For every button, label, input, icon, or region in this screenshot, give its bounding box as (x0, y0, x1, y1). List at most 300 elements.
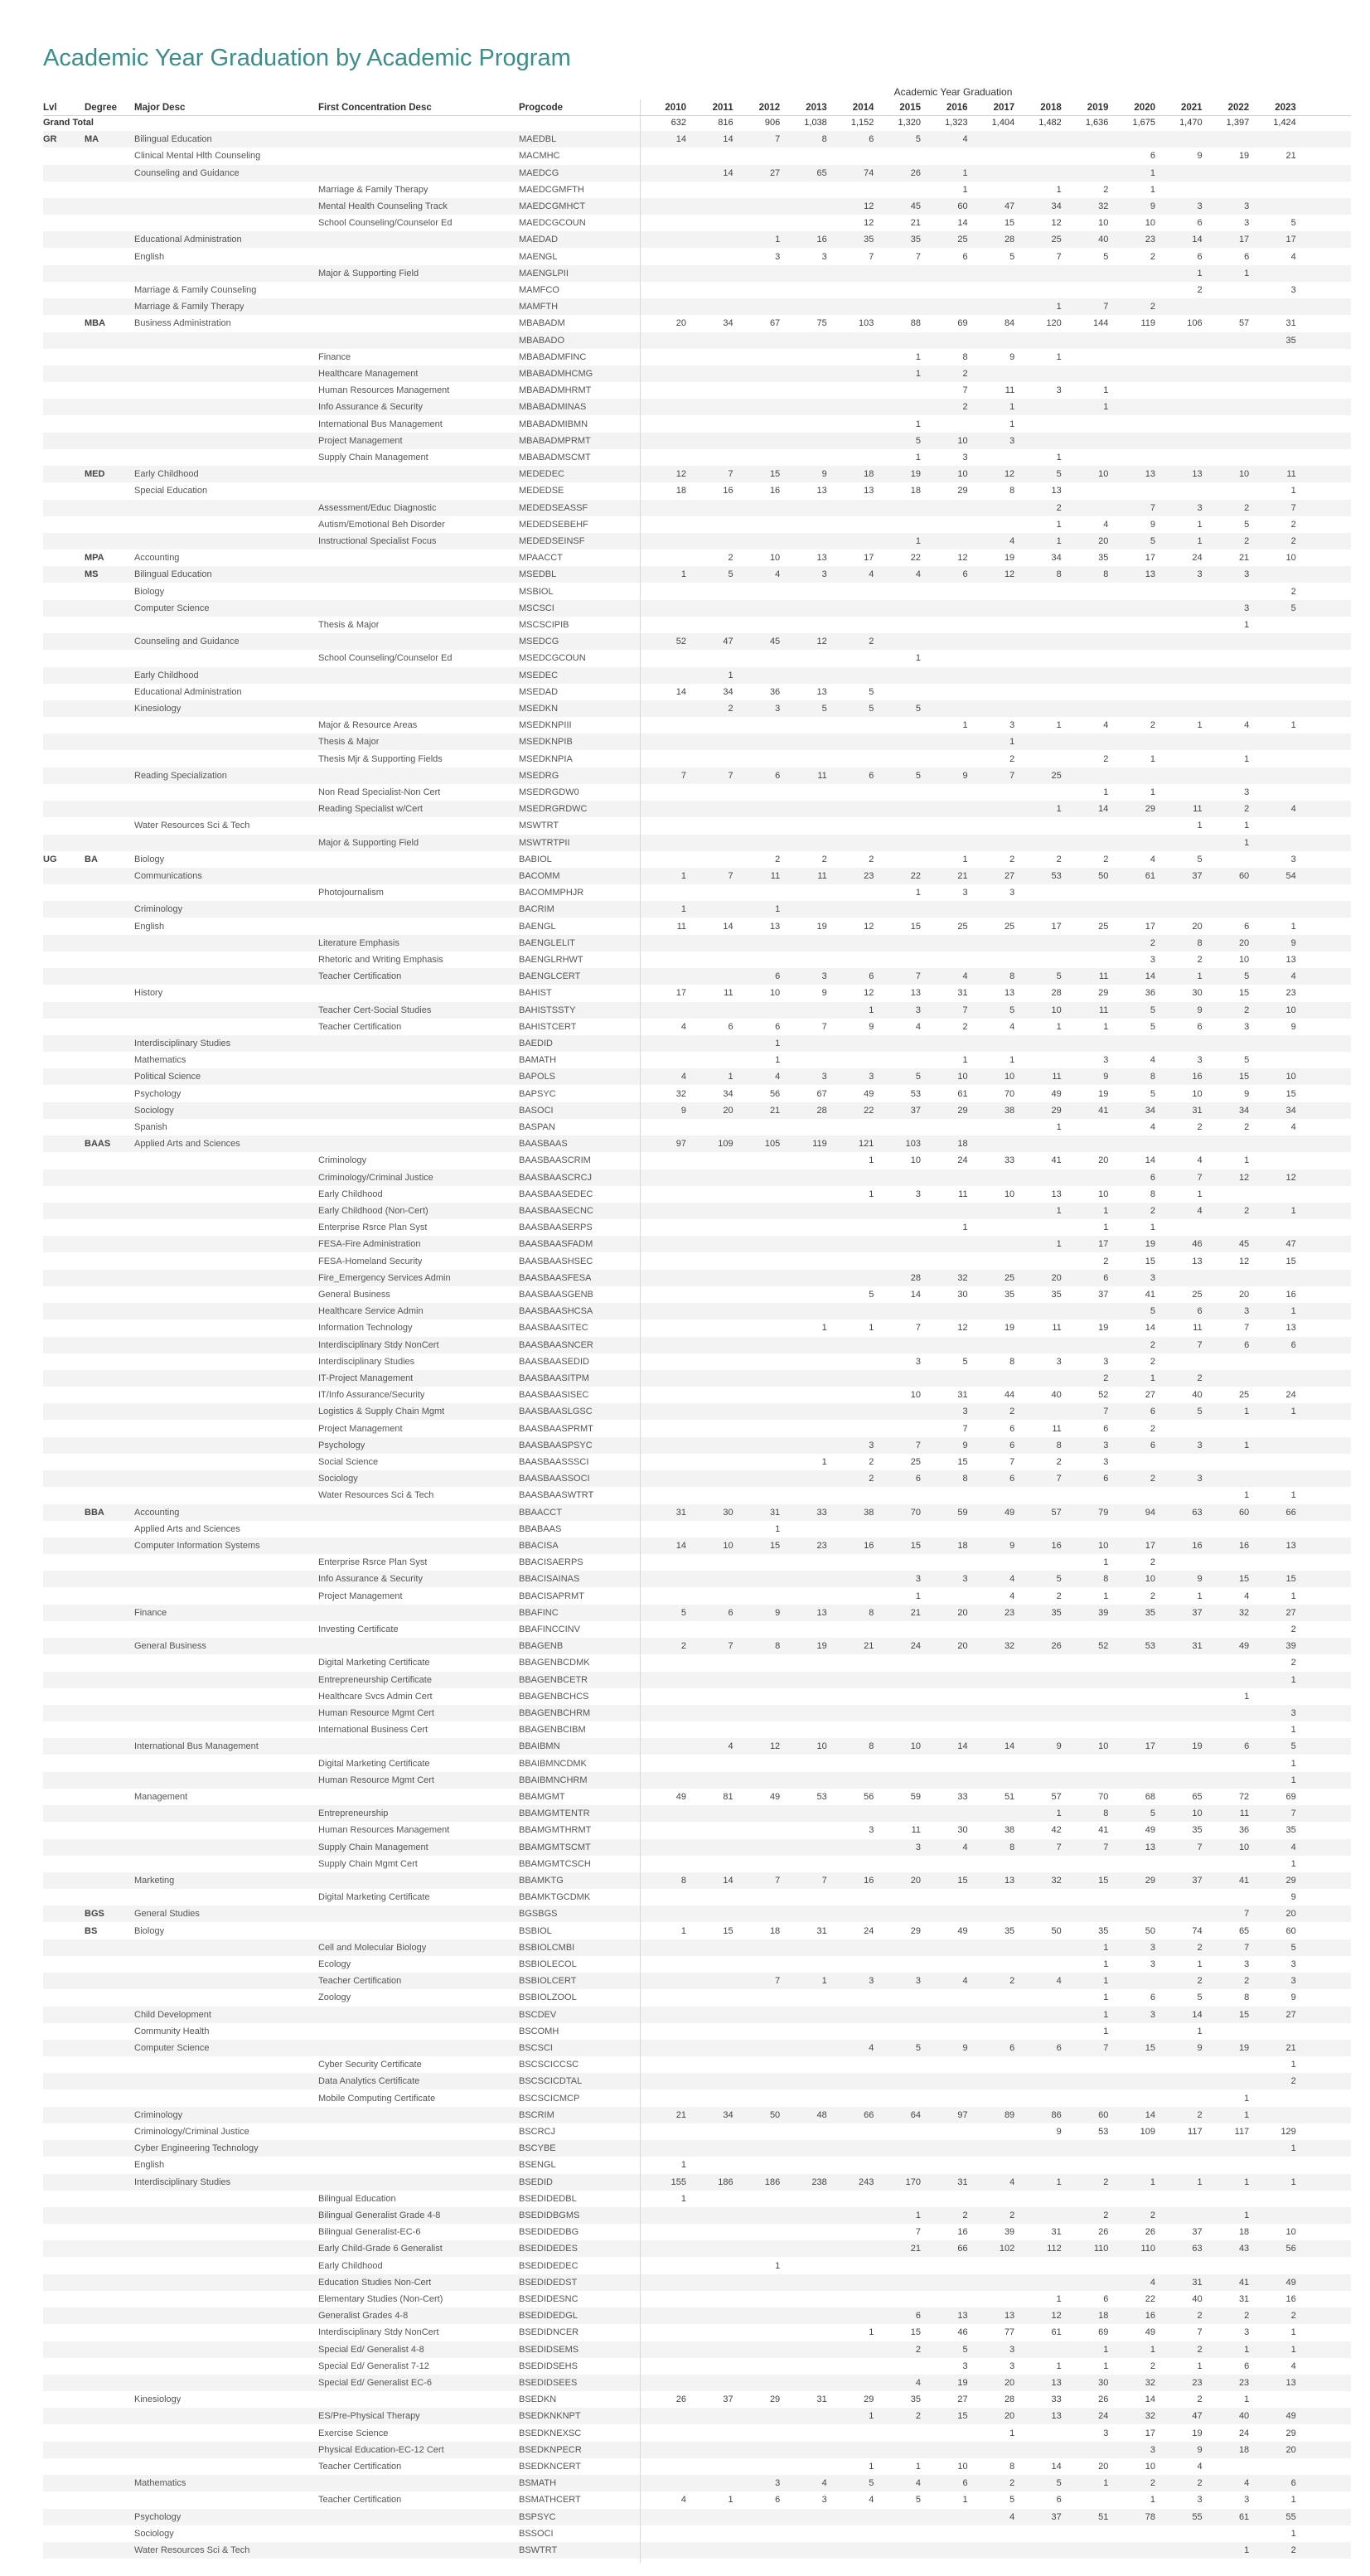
value-2020: 1 (1150, 1373, 1155, 1383)
cell-conc: Human Resource Mgmt Cert (318, 1708, 434, 1718)
cell-conc: Supply Chain Management (318, 1842, 428, 1852)
value-2023: 66 (1285, 1507, 1296, 1518)
value-2021: 47 (1192, 2411, 1203, 2422)
value-2010: 52 (675, 637, 686, 647)
value-2021: 19 (1192, 2428, 1203, 2438)
value-2022: 6 (1244, 921, 1250, 932)
value-2016: 1 (962, 2495, 968, 2506)
column-separator (640, 99, 641, 2564)
value-2017: 35 (1004, 1290, 1015, 1300)
cell-prog: BSEDIDEDEC (519, 2260, 578, 2271)
value-2011: 1 (728, 1072, 733, 1082)
value-2019: 3 (1103, 2428, 1109, 2438)
cell-major: Water Resources Sci & Tech (134, 2545, 250, 2555)
value-2018: 2 (1056, 502, 1062, 513)
value-2022: 18 (1238, 2444, 1250, 2455)
value-2018: 10 (1051, 1005, 1062, 1015)
cell-conc: Info Assurance & Security (318, 402, 423, 413)
cell-deg: MED (85, 469, 105, 480)
value-2016: 61 (957, 1088, 968, 1099)
value-2016: 49 (957, 1925, 968, 1936)
value-2018: 2 (1056, 854, 1062, 864)
value-2023: 39 (1285, 1641, 1296, 1652)
value-2016: 6 (962, 251, 968, 262)
value-2012: 15 (769, 469, 781, 480)
value-2020: 6 (1150, 1440, 1155, 1450)
value-2022: 20 (1238, 937, 1250, 948)
value-2013: 9 (821, 469, 827, 480)
value-2012: 21 (769, 1105, 781, 1116)
value-2017: 5 (1009, 2495, 1015, 2506)
cell-prog: BBAIBMNCDMK (519, 1758, 587, 1769)
value-2019: 1 (1103, 787, 1109, 797)
value-2020: 2 (1150, 302, 1155, 312)
value-2020: 10 (1145, 2462, 1155, 2472)
value-2019: 51 (1098, 2511, 1109, 2522)
cell-prog: MSWTRTPII (519, 837, 570, 848)
cell-major: Interdisciplinary Studies (134, 2177, 231, 2187)
year-header-2010: 2010 (665, 103, 686, 113)
value-2021: 1 (1197, 1959, 1203, 1969)
row-band (43, 433, 1351, 449)
value-2022: 1 (1244, 2177, 1250, 2187)
cell-major: General Business (134, 1641, 206, 1652)
value-2019: 19 (1098, 1323, 1109, 1334)
value-2021: 3 (1197, 201, 1203, 211)
value-2013: 3 (821, 2495, 827, 2506)
value-2017: 2 (1009, 1976, 1015, 1987)
year-header-2018: 2018 (1040, 103, 1062, 113)
value-2017: 3 (1009, 888, 1015, 898)
value-2019: 52 (1098, 1641, 1109, 1652)
value-2021: 2 (1197, 2109, 1203, 2120)
value-2019: 2 (1103, 854, 1109, 864)
value-2022: 1 (1244, 1440, 1250, 1450)
value-2010: 12 (675, 469, 686, 480)
cell-major: Sociology (134, 2528, 174, 2539)
cell-prog: BSEDKNKNPT (519, 2411, 581, 2422)
cell-major: Counseling and Guidance (134, 637, 240, 647)
value-2022: 3 (1244, 1021, 1250, 1032)
value-2022: 23 (1238, 2378, 1250, 2388)
value-2021: 1 (1197, 536, 1203, 546)
value-2016: 4 (962, 1842, 968, 1852)
cell-conc: Digital Marketing Certificate (318, 1758, 430, 1769)
cell-prog: BAASBAASGENB (519, 1290, 593, 1300)
value-2011: 14 (723, 134, 733, 145)
value-2020: 8 (1150, 1072, 1155, 1082)
value-2019: 41 (1098, 1825, 1109, 1836)
cell-major: Interdisciplinary Studies (134, 1039, 231, 1048)
value-2017: 6 (1009, 1423, 1015, 1434)
value-2011: 7 (728, 871, 733, 881)
value-2020: 61 (1145, 871, 1155, 881)
value-2010: 1 (680, 871, 686, 881)
value-2016: 10 (957, 469, 968, 480)
value-2015: 5 (915, 2043, 921, 2053)
value-2021: 37 (1192, 1876, 1203, 1886)
value-2022: 10 (1238, 955, 1250, 965)
value-2013: 48 (816, 2109, 827, 2120)
value-2018: 1 (1056, 1239, 1062, 1250)
value-2019: 26 (1098, 2394, 1109, 2405)
value-2021: 3 (1197, 502, 1203, 513)
value-2022: 8 (1244, 1993, 1250, 2003)
value-2023: 6 (1290, 1339, 1296, 1350)
cell-conc: Human Resource Mgmt Cert (318, 1775, 434, 1785)
value-2013: 3 (821, 1072, 827, 1082)
value-2014: 1 (869, 1005, 874, 1015)
value-2010: 14 (675, 1541, 686, 1551)
value-2011: 1 (728, 2495, 733, 2506)
value-2017: 28 (1004, 2394, 1015, 2405)
cell-prog: BAASBAASNCER (519, 1339, 593, 1350)
value-2020: 9 (1150, 519, 1155, 530)
row-band (43, 901, 1351, 918)
column-header-lvl: Lvl (43, 103, 57, 113)
value-2021: 4 (1197, 1206, 1203, 1216)
value-2023: 1 (1290, 2060, 1296, 2070)
value-2017: 8 (1009, 1356, 1015, 1367)
cell-prog: BAENGLRHWT (519, 955, 583, 965)
value-2016: 20 (957, 1607, 968, 1618)
value-2015: 7 (915, 1440, 921, 1450)
value-2014: 12 (864, 921, 874, 932)
value-2018: 8 (1056, 569, 1062, 580)
cell-conc: Photojournalism (318, 888, 384, 898)
value-2019: 6 (1103, 1272, 1109, 1283)
value-2020: 6 (1150, 1993, 1155, 2003)
value-2017: 19 (1004, 1323, 1015, 1334)
value-2013: 2 (821, 854, 827, 864)
value-2016: 4 (962, 1976, 968, 1987)
value-2022: 7 (1244, 1942, 1250, 1953)
value-2014: 49 (864, 1088, 874, 1099)
cell-major: Marriage & Family Therapy (134, 302, 244, 312)
cell-conc: Project Management (318, 435, 403, 446)
value-2015: 1 (915, 653, 921, 664)
cell-prog: BBACISAINAS (519, 1574, 580, 1585)
cell-major: Marketing (134, 1876, 175, 1886)
value-2022: 34 (1238, 1105, 1250, 1116)
value-2019: 144 (1093, 318, 1109, 329)
value-2013: 19 (816, 1641, 827, 1652)
value-2016: 1 (962, 720, 968, 731)
value-2020: 14 (1145, 2394, 1155, 2405)
cell-prog: BBABAAS (519, 1523, 562, 1534)
value-2015: 7 (915, 2227, 921, 2238)
value-2012: 105 (764, 1139, 781, 1150)
cell-prog: BSWTRT (519, 2545, 558, 2555)
cell-deg: MS (85, 569, 99, 580)
cell-conc: Special Ed/ Generalist EC-6 (318, 2378, 432, 2388)
value-2021: 31 (1192, 1641, 1203, 1652)
cell-prog: BBAMGMTSCMT (519, 1842, 591, 1852)
value-2022: 19 (1238, 151, 1250, 162)
value-2022: 36 (1238, 1825, 1250, 1836)
value-2021: 16 (1192, 1072, 1203, 1082)
value-2015: 35 (910, 2394, 921, 2405)
value-2017: 15 (1004, 218, 1015, 229)
cell-prog: MSEDKN (519, 704, 559, 714)
cell-prog: BBAGENB (519, 1641, 564, 1652)
value-2014: 5 (869, 686, 874, 697)
value-2019: 1 (1103, 2026, 1109, 2036)
value-2023: 4 (1290, 804, 1296, 815)
value-2022: 57 (1238, 318, 1250, 329)
cell-conc: Entrepreneurship Certificate (318, 1674, 432, 1685)
value-2019: 10 (1098, 469, 1109, 480)
cell-conc: Special Ed/ Generalist 7-12 (318, 2361, 429, 2371)
cell-prog: BSEDIDEDES (519, 2244, 578, 2254)
value-2021: 2 (1197, 1122, 1203, 1132)
value-2021: 9 (1197, 2444, 1203, 2455)
value-2020: 35 (1145, 1607, 1155, 1618)
value-2019: 1 (1103, 402, 1109, 413)
value-2017: 9 (1009, 1541, 1015, 1551)
cell-conc: Entrepreneurship (318, 1809, 389, 1819)
value-2023: 2 (1290, 536, 1296, 546)
value-2018: 7 (1056, 251, 1062, 262)
value-2022: 11 (1239, 1809, 1250, 1819)
value-2022: 117 (1234, 2127, 1250, 2137)
value-2022: 1 (1244, 268, 1250, 278)
value-2010: 9 (680, 1105, 686, 1116)
value-2020: 2 (1150, 937, 1155, 948)
value-2023: 7 (1290, 502, 1296, 513)
value-2019: 2 (1103, 184, 1109, 195)
cell-deg: MA (85, 134, 99, 145)
value-2010: 1 (680, 569, 686, 580)
header-rule (43, 115, 1351, 116)
cell-major: Educational Administration (134, 686, 242, 697)
value-2016: 18 (957, 1139, 968, 1150)
cell-prog: MAMFTH (519, 302, 559, 312)
cell-major: Accounting (134, 1507, 180, 1518)
value-2013: 4 (821, 2478, 827, 2489)
cell-prog: BSBIOLCMBI (519, 1942, 575, 1953)
value-2023: 1 (1290, 2143, 1296, 2154)
row-band (43, 1705, 1351, 1721)
value-2018: 7 (1056, 1474, 1062, 1484)
value-2022: 2 (1244, 1206, 1250, 1216)
cell-conc: Digital Marketing Certificate (318, 1892, 430, 1903)
cell-deg: MBA (85, 318, 106, 329)
cell-prog: MBABADMHRMT (519, 385, 592, 396)
value-2020: 3 (1150, 1272, 1155, 1283)
value-2022: 12 (1238, 1256, 1250, 1266)
grand-total-2022: 1,397 (1226, 118, 1250, 128)
value-2011: 4 (728, 1741, 733, 1752)
value-2016: 30 (957, 1825, 968, 1836)
cell-prog: MEDEDSEBEHF (519, 519, 588, 530)
cell-prog: BBAFINCCINV (519, 1625, 580, 1634)
value-2015: 35 (910, 235, 921, 245)
value-2023: 49 (1285, 2411, 1296, 2422)
row-band (43, 1035, 1351, 1052)
cell-major: Cyber Engineering Technology (134, 2143, 259, 2154)
value-2019: 53 (1098, 2127, 1109, 2137)
value-2018: 13 (1051, 2411, 1062, 2422)
value-2016: 6 (962, 2478, 968, 2489)
cell-major: Reading Specialization (134, 770, 227, 781)
value-2022: 3 (1244, 569, 1250, 580)
grand-total-2023: 1,424 (1273, 118, 1296, 128)
value-2019: 3 (1103, 1356, 1109, 1367)
grand-total-2012: 906 (764, 118, 781, 128)
cell-conc: School Counseling/Counselor Ed (318, 653, 453, 664)
value-2018: 16 (1051, 1541, 1062, 1551)
value-2016: 66 (957, 2244, 968, 2254)
value-2015: 14 (910, 1290, 921, 1300)
cell-prog: BAENGLELIT (519, 937, 575, 948)
value-2023: 21 (1285, 151, 1296, 162)
value-2022: 31 (1238, 2294, 1250, 2304)
value-2020: 7 (1150, 502, 1155, 513)
value-2023: 24 (1285, 1390, 1296, 1401)
cell-prog: MBABADO (519, 335, 565, 346)
cell-conc: Major & Supporting Field (318, 837, 419, 848)
value-2021: 65 (1192, 1792, 1203, 1802)
value-2021: 1 (1197, 2026, 1203, 2036)
value-2020: 53 (1145, 1641, 1155, 1652)
year-header-2022: 2022 (1227, 103, 1250, 113)
value-2013: 53 (816, 1792, 827, 1802)
value-2017: 4 (1009, 1021, 1015, 1032)
value-2013: 1 (821, 1457, 827, 1467)
value-2018: 1 (1056, 302, 1062, 312)
cell-conc: Fire_Emergency Services Admin (318, 1272, 451, 1283)
value-2015: 1 (915, 2210, 921, 2220)
cell-prog: BBACISAPRMT (519, 1591, 584, 1601)
value-2014: 74 (864, 167, 874, 178)
cell-conc: FESA-Homeland Security (318, 1256, 423, 1266)
value-2020: 119 (1140, 318, 1155, 329)
value-2020: 14 (1145, 1323, 1155, 1334)
value-2019: 70 (1098, 1792, 1109, 1802)
cell-prog: BSEDKNCERT (519, 2462, 581, 2472)
value-2020: 2 (1150, 720, 1155, 731)
cell-conc: Social Science (318, 1457, 379, 1467)
value-2016: 10 (957, 435, 968, 446)
cell-prog: BAASBAASITPM (519, 1373, 589, 1383)
value-2018: 6 (1056, 2043, 1062, 2053)
value-2021: 11 (1193, 804, 1203, 815)
value-2018: 1 (1056, 1122, 1062, 1132)
value-2011: 2 (728, 704, 733, 714)
cell-prog: BAASBAASCRCJ (519, 1172, 593, 1183)
row-band (43, 1905, 1351, 1922)
value-2022: 3 (1244, 218, 1250, 229)
value-2018: 1 (1056, 2361, 1062, 2371)
cell-prog: BAHISTSSTY (519, 1005, 576, 1015)
value-2015: 7 (915, 1323, 921, 1334)
value-2015: 103 (905, 1139, 921, 1150)
value-2012: 7 (775, 134, 781, 145)
value-2023: 13 (1285, 1541, 1296, 1551)
value-2023: 15 (1285, 1088, 1296, 1099)
value-2020: 14 (1145, 1155, 1155, 1166)
value-2017: 70 (1004, 1088, 1015, 1099)
value-2022: 21 (1238, 553, 1250, 564)
value-2021: 106 (1187, 318, 1203, 329)
value-2021: 46 (1192, 1239, 1203, 1250)
value-2021: 40 (1192, 2294, 1203, 2304)
value-2019: 10 (1098, 1541, 1109, 1551)
value-2018: 42 (1051, 1825, 1062, 1836)
value-2023: 6 (1290, 2478, 1296, 2489)
cell-conc: Finance (318, 351, 351, 362)
cell-conc: Elementary Studies (Non-Cert) (318, 2294, 443, 2304)
value-2013: 7 (821, 1021, 827, 1032)
value-2016: 31 (957, 2177, 968, 2187)
value-2020: 17 (1145, 553, 1155, 564)
cell-prog: BAENGLCERT (519, 971, 581, 982)
value-2023: 69 (1285, 1792, 1296, 1802)
cell-prog: MBABADMINAS (519, 402, 587, 413)
cell-conc: International Business Cert (318, 1725, 428, 1736)
value-2012: 50 (769, 2109, 781, 2120)
value-2018: 2 (1056, 1591, 1062, 1601)
value-2023: 35 (1285, 335, 1296, 346)
value-2022: 60 (1238, 1507, 1250, 1518)
value-2021: 4 (1197, 2462, 1203, 2472)
value-2016: 32 (957, 1272, 968, 1283)
value-2015: 10 (910, 1155, 921, 1166)
cell-prog: BSEDIDEDGL (519, 2311, 578, 2322)
cell-conc: IT-Project Management (318, 1373, 414, 1383)
cell-prog: BAASBAASHSEC (519, 1256, 593, 1266)
value-2021: 7 (1197, 1339, 1203, 1350)
cell-deg: BA (85, 854, 98, 864)
cell-conc: Project Management (318, 1423, 403, 1434)
value-2014: 2 (869, 854, 874, 864)
value-2018: 1 (1056, 1206, 1062, 1216)
value-2016: 14 (957, 218, 968, 229)
value-2015: 5 (915, 435, 921, 446)
value-2013: 10 (816, 1741, 827, 1752)
row-band (43, 600, 1351, 617)
value-2018: 35 (1051, 1607, 1062, 1618)
cell-conc: Psychology (318, 1440, 365, 1450)
value-2019: 3 (1103, 1055, 1109, 1066)
cell-conc: ES/Pre-Physical Therapy (318, 2411, 420, 2422)
value-2018: 1 (1056, 2177, 1062, 2187)
value-2020: 5 (1150, 1005, 1155, 1015)
cell-conc: Early Childhood (318, 2260, 383, 2271)
cell-major: Mathematics (134, 1055, 186, 1066)
cell-conc: Human Resources Management (318, 1825, 450, 1836)
cell-major: Applied Arts and Sciences (134, 1523, 240, 1534)
cell-prog: MSEDRGDW0 (519, 787, 579, 797)
value-2019: 110 (1093, 2244, 1109, 2254)
year-header-2019: 2019 (1087, 103, 1109, 113)
value-2015: 53 (910, 1088, 921, 1099)
cell-conc: Water Resources Sci & Tech (318, 1490, 434, 1501)
value-2017: 12 (1004, 569, 1015, 580)
value-2023: 9 (1290, 1892, 1296, 1903)
value-2015: 4 (915, 2378, 921, 2388)
value-2023: 2 (1290, 586, 1296, 597)
value-2015: 2 (915, 2344, 921, 2355)
value-2021: 1 (1197, 2361, 1203, 2371)
cell-conc: Supply Chain Management (318, 453, 428, 462)
value-2014: 22 (864, 1105, 874, 1116)
value-2011: 10 (723, 1541, 733, 1551)
value-2019: 18 (1098, 2311, 1109, 2322)
value-2023: 31 (1285, 318, 1296, 329)
value-2016: 5 (962, 2344, 968, 2355)
